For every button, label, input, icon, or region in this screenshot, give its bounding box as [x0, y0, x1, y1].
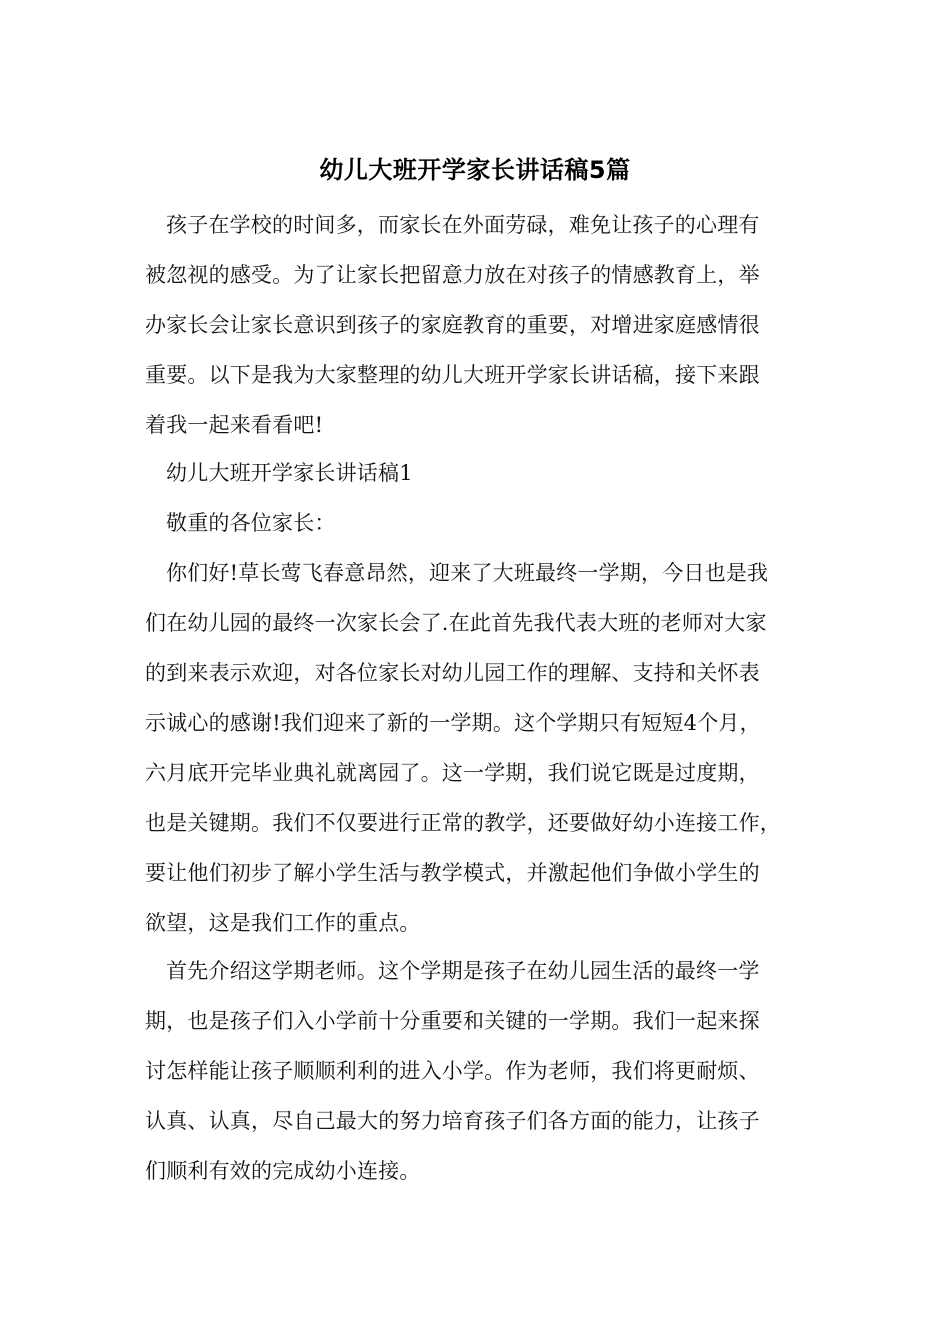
- text-line: 六月底开完毕业典礼就离园了。这一学期，我们说它既是过度期，: [145, 761, 760, 785]
- text-line: 要让他们初步了解小学生活与教学模式，并激起他们争做小学生的: [145, 861, 760, 885]
- text-line: 的到来表示欢迎，对各位家长对幼儿园工作的理解、支持和关怀表: [145, 661, 760, 685]
- text-line: 示诚心的感谢!我们迎来了新的一学期。这个学期只有短短4个月，: [145, 711, 761, 735]
- text-line: 们顺利有效的完成幼小连接。: [145, 1159, 421, 1183]
- text-line: 们在幼儿园的最终一次家长会了.在此首先我代表大班的老师对大家: [145, 611, 767, 635]
- document-title: 幼儿大班开学家长讲话稿5篇: [319, 156, 631, 184]
- text-line: 重要。以下是我为大家整理的幼儿大班开学家长讲话稿，接下来跟: [145, 363, 760, 387]
- text-line: 欲望，这是我们工作的重点。: [145, 911, 421, 935]
- section-heading: [145, 448, 825, 498]
- text-line: 着我一起来看看吧!: [145, 413, 324, 437]
- paragraph-intro: [145, 200, 825, 450]
- text-line: 首先介绍这学期老师。这个学期是孩子在幼儿园生活的最终一学: [166, 959, 760, 983]
- paragraph-welcome: [145, 548, 825, 948]
- paragraph-greeting: [145, 498, 825, 548]
- text-line: 讨怎样能让孩子顺顺利利的进入小学。作为老师，我们将更耐烦、: [145, 1059, 760, 1083]
- text-line: 幼儿大班开学家长讲话稿1: [166, 461, 413, 485]
- text-line: 孩子在学校的时间多，而家长在外面劳碌，难免让孩子的心理有: [166, 213, 760, 237]
- text-line: 也是关键期。我们不仅要进行正常的教学，还要做好幼小连接工作，: [145, 811, 781, 835]
- text-line: 敬重的各位家长：: [166, 511, 336, 535]
- text-line: 办家长会让家长意识到孩子的家庭教育的重要，对增进家庭感情很: [145, 313, 760, 337]
- paragraph-teachers: [145, 946, 825, 1196]
- text-line: 期，也是孩子们入小学前十分重要和关键的一学期。我们一起来探: [145, 1009, 760, 1033]
- text-line: 被忽视的感受。为了让家长把留意力放在对孩子的情感教育上，举: [145, 263, 760, 287]
- text-line: 你们好!草长莺飞春意昂然，迎来了大班最终一学期，今日也是我: [166, 561, 769, 585]
- text-line: 认真、认真，尽自己最大的努力培育孩子们各方面的能力，让孩子: [145, 1109, 760, 1133]
